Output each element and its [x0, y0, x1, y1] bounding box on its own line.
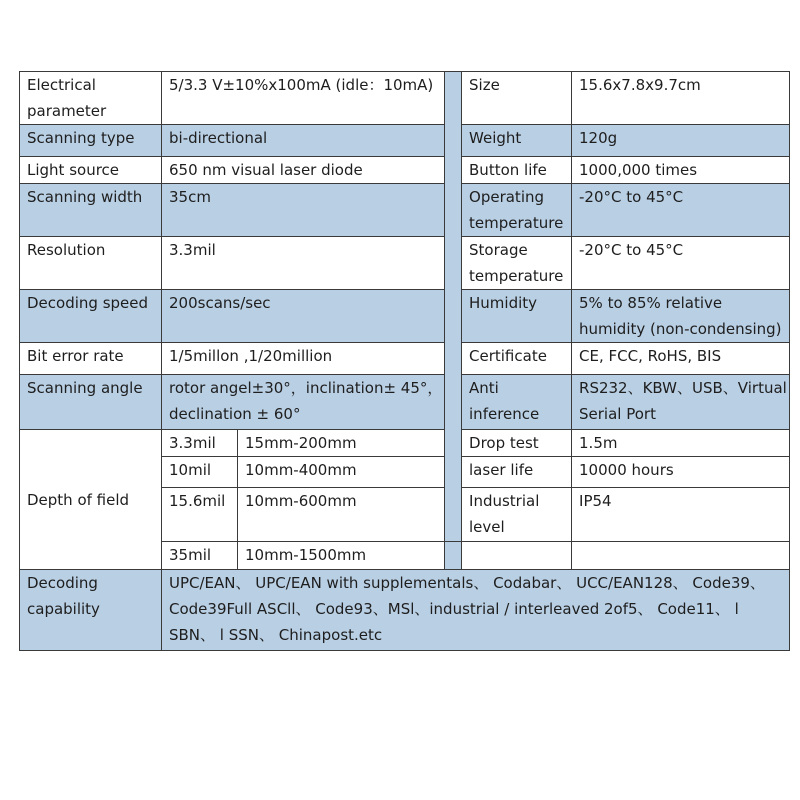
spec-value: IP54	[572, 488, 790, 542]
spec-value: 1000,000 times	[572, 157, 790, 184]
spec-value: RS232、KBW、USB、Virtual Serial Port	[572, 375, 790, 430]
spec-value: 10000 hours	[572, 457, 790, 488]
spec-value: 120g	[572, 125, 790, 157]
dof-resolution: 3.3mil	[162, 430, 238, 457]
dof-resolution: 15.6mil	[162, 488, 238, 542]
spec-label: Button life	[462, 157, 572, 184]
spec-label: Anti inference	[462, 375, 572, 430]
spec-value: 35cm	[162, 184, 445, 237]
spec-label: Drop test	[462, 430, 572, 457]
spec-label: Resolution	[20, 237, 162, 290]
spec-label: Storage temperature	[462, 237, 572, 290]
spec-label: Scanning angle	[20, 375, 162, 430]
spec-value: 5% to 85% relative humidity (non-condensing)	[572, 290, 790, 343]
table-row	[20, 72, 790, 125]
table-row	[20, 157, 790, 184]
table-row	[20, 237, 790, 290]
spec-label: Light source	[20, 157, 162, 184]
dof-range: 10mm-400mm	[238, 457, 445, 488]
spec-value: 15.6x7.8x9.7cm	[572, 72, 790, 125]
spec-label: Size	[462, 72, 572, 125]
spec-table	[19, 71, 790, 651]
spec-value: 5/3.3 V±10%x100mA (idle：10mA)	[162, 72, 445, 125]
table-row	[20, 375, 790, 430]
dof-resolution: 10mil	[162, 457, 238, 488]
table-row	[20, 290, 790, 343]
dof-resolution: 35mil	[162, 542, 238, 570]
table-row	[20, 430, 790, 457]
spec-value: 650 nm visual laser diode	[162, 157, 445, 184]
spec-value: rotor angel±30°，inclination± 45°，declination ± 60°	[162, 375, 445, 430]
spec-label: Scanning type	[20, 125, 162, 157]
column-divider	[445, 542, 462, 570]
spec-label: Depth of field	[20, 430, 162, 570]
spec-label: laser life	[462, 457, 572, 488]
spec-label: Scanning width	[20, 184, 162, 237]
dof-range: 10mm-1500mm	[238, 542, 445, 570]
table-row	[20, 343, 790, 375]
spec-label: Electrical parameter	[20, 72, 162, 125]
spec-label: Certificate	[462, 343, 572, 375]
table-row	[20, 570, 790, 651]
spec-label: Industrial level	[462, 488, 572, 542]
table-row	[20, 184, 790, 237]
spec-label: Operating temperature	[462, 184, 572, 237]
spec-value: bi-directional	[162, 125, 445, 157]
spec-value: -20°C to 45°C	[572, 184, 790, 237]
spec-value: CE, FCC, RoHS, BIS	[572, 343, 790, 375]
spec-value: 1/5millon ,1/20million	[162, 343, 445, 375]
spec-value: UPC/EAN、 UPC/EAN with supplementals、 Codabar、 UCC/EAN128、 Code39、 Code39Full ASCll、 Code93、MSl、industrial / interleaved 2of5、 Code11、 l SBN、 l SSN、 Chinapost.etc	[162, 570, 790, 651]
spec-label	[462, 542, 572, 570]
spec-value	[572, 542, 790, 570]
dof-range: 15mm-200mm	[238, 430, 445, 457]
spec-label: Humidity	[462, 290, 572, 343]
spec-value: 1.5m	[572, 430, 790, 457]
spec-value: -20°C to 45°C	[572, 237, 790, 290]
spec-label: Decoding capability	[20, 570, 162, 651]
spec-label: Bit error rate	[20, 343, 162, 375]
spec-value: 200scans/sec	[162, 290, 445, 343]
spec-label: Weight	[462, 125, 572, 157]
column-divider	[445, 72, 462, 542]
table-row	[20, 125, 790, 157]
spec-label: Decoding speed	[20, 290, 162, 343]
spec-value: 3.3mil	[162, 237, 445, 290]
dof-range: 10mm-600mm	[238, 488, 445, 542]
